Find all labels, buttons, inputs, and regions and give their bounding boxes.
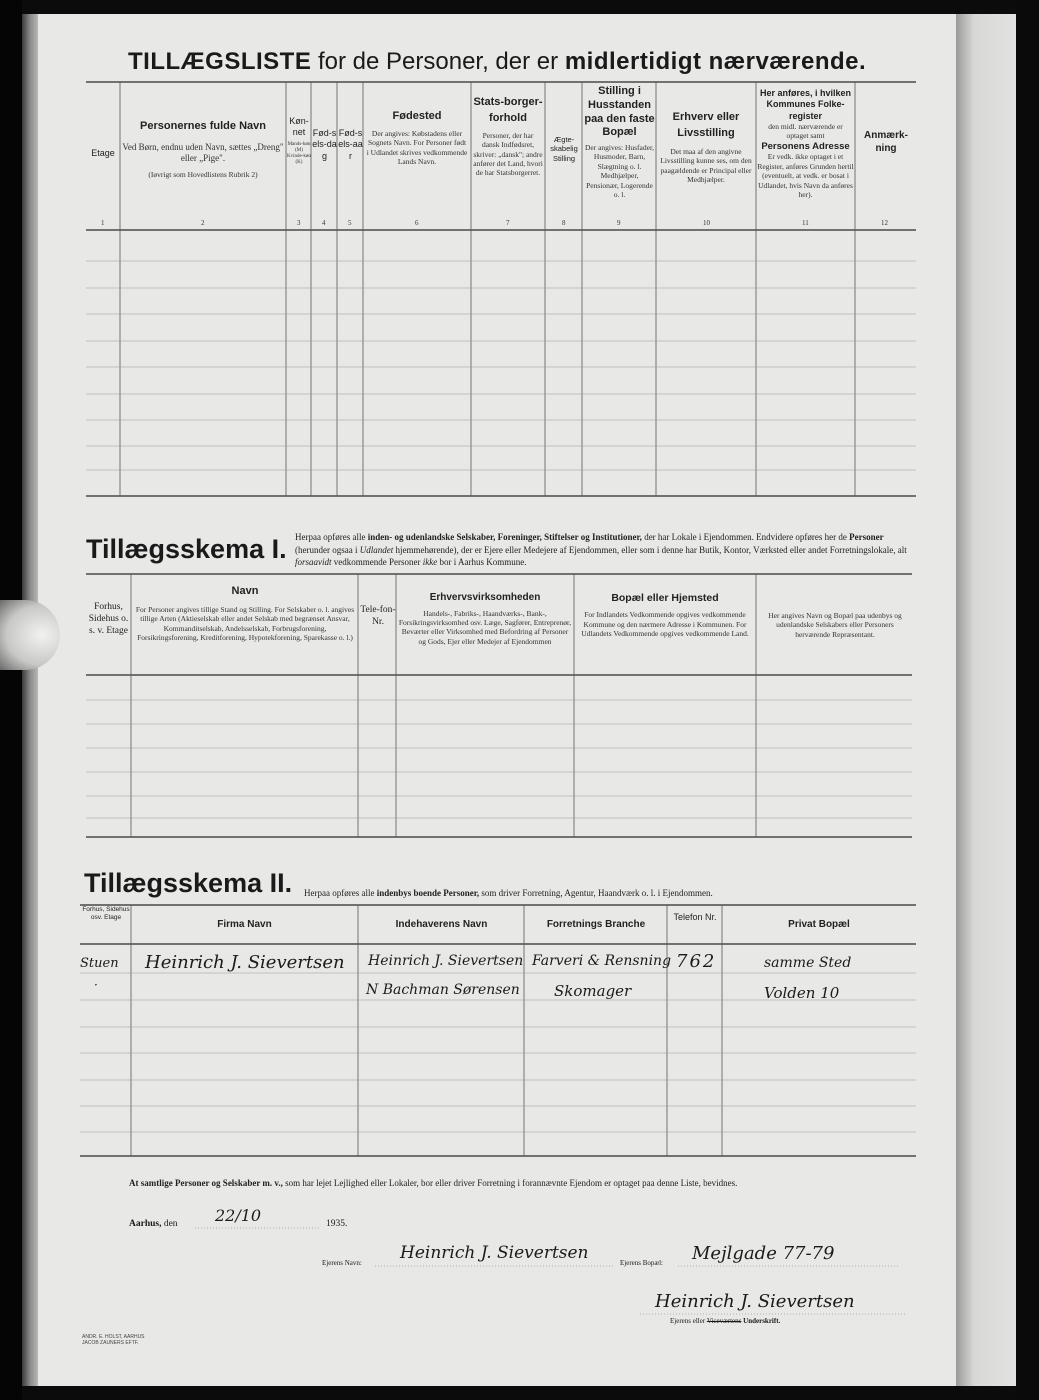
t1-header-register-sub2: Er vedk. ikke optaget i et Register, anføres Grunden hertil (eventuelt, at vedk. er bosat i Udlandet, hvis Navn da anføres her). — [757, 152, 854, 199]
declaration-year: 1935. — [326, 1219, 348, 1229]
s1-header-name-sub: For Personer angives tillige Stand og Stilling. For Selskaber o. l. angives tillige Arten (Aktieselskab eller andet Selskab med begrænset Ansvar, Kommanditselskab, Andelsselskab, Forbrugsforening, Forsikringsforening, Kreditforening, Hypotekforening, Sparekasse o. l.) — [135, 604, 355, 642]
t1-header-name-sub: Ved Børn, endnu uden Navn, sættes „Dreng" eller „Pige". — [122, 141, 284, 163]
schema1-note-text: (herunder ogsaa i — [295, 544, 358, 555]
t1-header-birthplace-sub: Der angives: Købstadens eller Sognets Navn. For Personer født i Udlandet skrives vedkommende Lands Navn. — [366, 128, 468, 166]
t1-header-name-title: Personernes fulde Navn — [140, 120, 266, 132]
owner-name: Heinrich J. Sievertsen — [400, 1243, 589, 1263]
t1-header-register — [757, 88, 854, 199]
schema1-note — [295, 531, 913, 569]
t1-header-household-title: Stilling i Husstanden paa den faste Bopæl — [584, 85, 655, 139]
s1-header-residence-sub: For Indlandets Vedkommende opgives vedkommende Kommune og den nærmere Adresse i Kommunen. For Udlandets Vedkommende opgives vedkommende Land. — [581, 610, 749, 638]
signature-label-b: Viceværtens — [706, 1317, 742, 1325]
schema1-note-bold: inden- og udenlandske Selskaber, Foreninger, Stiftelser og Institutioner, — [367, 532, 642, 542]
schema2-title: Tillægsskema II. — [84, 868, 293, 898]
t1-header-household-sub: Der angives: Husfader, Husmoder, Barn, Slægtning o. l. Medhjælper, Pensionær, Logerende o. l. — [584, 143, 655, 199]
declaration-city — [129, 1219, 178, 1229]
s1-header-representative-sub: Her angives Navn og Bopæl paa udenbys og udenlandske Selskabers eller Personers herværende Repræsentant. — [768, 611, 902, 639]
t1-header-gender-sub: Mands-køn (M) Kvinde-køn (K) — [287, 141, 311, 166]
printer-line: ANDR. E. HOLST, AARHUS — [82, 1334, 145, 1340]
owner-address: Mejlgade 77-79 — [692, 1243, 835, 1264]
s2-row-home: Volden 10 — [764, 984, 840, 1002]
t1-col-number: 6 — [415, 219, 419, 227]
s2-row-branch: Farveri & Rensning — [532, 953, 672, 969]
t1-header-register-title: Her anføres, i hvilken Kommunes Folke-register — [759, 88, 852, 121]
t1-header-occupation — [658, 110, 754, 184]
s2-header-owner: Indehaverens Navn — [395, 919, 488, 930]
s1-header-business-sub: Handels-, Fabriks-, Haandværks-, Bank-, Forsikringsvirksomhed osv. Læge, Sagfører, Entreprenør, Beværter eller Virksomhed med Befordring af Personer og Gods, Ejer eller Medejer af Ejendommen — [398, 608, 572, 646]
s2-header-floor: Forhus, Sidehus osv. Etage — [82, 906, 130, 922]
t1-header-register-title2: Personens Adresse — [761, 140, 850, 152]
t1-col-number: 8 — [562, 219, 566, 227]
s1-header-residence-title: Bopæl eller Hjemsted — [611, 592, 719, 604]
s2-header-home: Privat Bopæl — [788, 919, 850, 930]
t1-header-citizenship-title: Stats-borger-forhold — [473, 96, 543, 124]
s1-header-name-title: Navn — [231, 585, 259, 597]
s1-header-floor: Forhus, Sidehus o. s. v. Etage — [88, 602, 129, 636]
s2-header-phone: Telefon Nr. — [673, 912, 717, 922]
s1-header-phone: Tele-fon-Nr. — [360, 605, 396, 627]
schema2-note-text: Herpaa opføres alle — [304, 888, 375, 898]
s1-header-representative — [760, 611, 910, 639]
schema1-note-italic: Udlandet — [359, 544, 394, 555]
s1-header-name — [134, 585, 356, 642]
declaration-den: den — [163, 1219, 178, 1229]
t1-col-number: 11 — [802, 219, 809, 227]
schema1-note-text: Herpaa opføres alle — [295, 532, 366, 542]
declaration-text — [129, 1177, 919, 1190]
t1-col-number: 7 — [506, 219, 510, 227]
t1-col-number: 9 — [617, 219, 621, 227]
schema1-title: Tillægsskema I. — [86, 534, 287, 564]
owner-address-label: Ejerens Bopæl: — [620, 1259, 663, 1267]
t1-col-number: 12 — [881, 219, 888, 227]
schema1-note-text: der har Lokale i Ejendommen. — [644, 532, 754, 542]
t1-header-birthyear: Fød-sels-aar — [338, 128, 363, 161]
t1-header-name — [122, 120, 284, 180]
schema1-note-text: bor i Aarhus Kommune. — [439, 557, 527, 568]
s1-header-business — [398, 592, 572, 646]
schema2-note-text: som driver Forretning, Agentur, Haandværk o. l. i Ejendommen. — [481, 888, 713, 898]
s1-header-business-title: Erhvervsvirksomheden — [429, 592, 541, 603]
schema1-note-text: Endvidere opføres her de — [756, 532, 847, 542]
t1-header-birthplace — [366, 110, 468, 166]
s2-row-home: samme Sted — [764, 955, 852, 971]
t1-header-etage: Etage — [91, 148, 115, 158]
s2-header-branch: Forretnings Branche — [546, 919, 646, 930]
s2-header-firm: Firma Navn — [217, 919, 272, 930]
owner-name-label: Ejerens Navn: — [322, 1259, 362, 1267]
s2-row-floor: Stuen — [80, 956, 119, 971]
owner-signature: Heinrich J. Sievertsen — [655, 1291, 855, 1312]
main-title-middle: for de Personer, der er — [318, 48, 559, 75]
printer-line: JACOB ZAUNERS EFTF. — [82, 1340, 139, 1346]
schema1-note-italic: forsaavidt — [295, 557, 332, 568]
schema1-note-bold: Personer — [849, 532, 884, 542]
t1-header-household — [584, 85, 655, 199]
t1-header-name-sub2: (Iøvrigt som Hovedlistens Rubrik 2) — [148, 170, 258, 180]
t1-header-remark: Anmærk-ning — [864, 130, 908, 154]
t1-col-number: 5 — [348, 219, 352, 227]
t1-header-register-sub: den midl. nærværende er optaget samt — [768, 121, 843, 141]
signature-label — [670, 1317, 780, 1325]
signature-label-c: Underskrift. — [743, 1317, 781, 1325]
schema1-note-italic: ikke — [422, 557, 438, 568]
s2-row-phone: 762 — [676, 951, 717, 972]
s2-row-owner: Heinrich J. Sievertsen — [368, 953, 524, 969]
t1-header-gender — [287, 116, 311, 167]
s2-row-owner: N Bachman Sørensen — [366, 982, 520, 998]
t1-header-gender-title: Køn-net — [289, 116, 309, 138]
t1-header-citizenship-sub: Personer, der har dansk Indfødsret, skriver: „dansk"; andre anfører det Land, hvori de har Statsborgerret. — [473, 130, 543, 178]
declaration-date: 22/10 — [215, 1206, 262, 1225]
t1-header-birthplace-title: Fødested — [392, 110, 442, 122]
s2-row-firm: Heinrich J. Sievertsen — [145, 952, 345, 973]
t1-header-occupation-title: Erhverv eller Livsstilling — [672, 111, 740, 139]
t1-header-occupation-sub: Det maa af den angivne Livsstilling kunne ses, om den paagældende er Principal eller Medhjælper. — [660, 146, 752, 184]
schema2-note — [304, 887, 904, 900]
t1-header-marital: Ægte-skabelig Stilling — [550, 135, 578, 163]
t1-col-number: 3 — [297, 219, 301, 227]
schema1-note-text: vedkommende Personer — [333, 557, 421, 568]
t1-header-birthday: Fød-sels-dag — [312, 128, 337, 161]
s2-row-branch: Skomager — [554, 982, 632, 1000]
t1-col-number: 10 — [703, 219, 710, 227]
t1-col-number: 4 — [322, 219, 326, 227]
declaration-bold: At samtlige Personer og Selskaber m. v., — [129, 1178, 283, 1188]
main-title — [128, 48, 866, 76]
printer-imprint — [82, 1334, 145, 1346]
main-title-end: midlertidigt nærværende. — [564, 48, 867, 75]
declaration-body: som har lejet Lejlighed eller Lokaler, bor eller driver Forretning i forannævnte Ejendom er optaget paa denne Liste, bevidnes. — [285, 1178, 738, 1188]
declaration-city-name: Aarhus, — [129, 1219, 162, 1229]
schema1-note-text: hjemmehørende), der er Ejere eller Medejere af Ejendommen, eller som i denne har Butik, Kontor, Værksted eller andet Forretningslokale, alt — [395, 544, 907, 555]
s1-header-residence — [576, 592, 754, 638]
t1-col-number: 1 — [101, 219, 105, 227]
s2-row-floor: · — [94, 978, 98, 992]
schema2-note-bold: indenbys boende Personer, — [376, 888, 480, 898]
signature-label-a: Ejerens eller — [670, 1317, 706, 1325]
t1-col-number: 2 — [201, 219, 205, 227]
t1-header-citizenship — [473, 95, 543, 178]
main-title-bold: TILLÆGSLISTE — [128, 48, 312, 75]
